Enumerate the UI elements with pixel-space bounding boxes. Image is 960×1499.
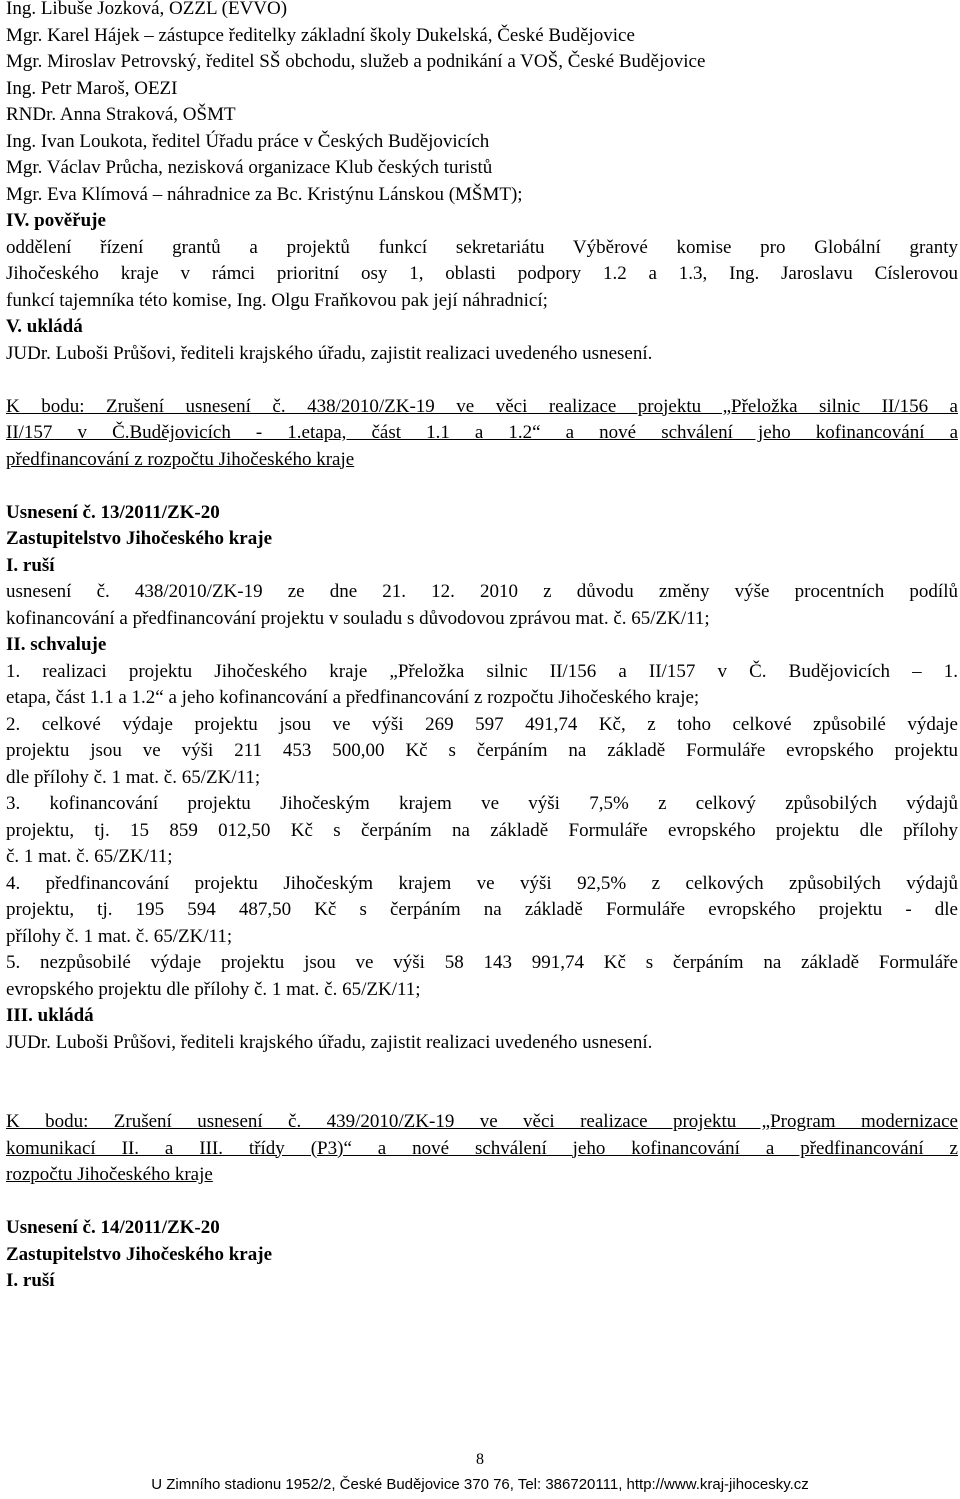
paragraph-line: č. 1 mat. č. 65/ZK/11; xyxy=(6,846,173,867)
paragraph-line: dle přílohy č. 1 mat. č. 65/ZK/11; xyxy=(6,766,261,788)
title-line: K bodu: Zrušení usnesení č. 439/2010/ZK-19 ve věci realizace projektu „Program modernizace xyxy=(6,1111,958,1132)
resolution-number: Usnesení č. 13/2011/ZK-20 xyxy=(6,501,220,523)
footer-address: U Zimního stadionu 1952/2, České Budějovice 370 76, Tel: 386720111, http://www.kraj-jihocesky.cz xyxy=(151,1476,809,1493)
council-name: Zastupitelstvo Jihočeského kraje xyxy=(6,1243,272,1265)
section-heading: I. ruší xyxy=(6,554,55,576)
paragraph-line: 3. kofinancování projektu Jihočeským krajem ve výši 7,5% z celkový způsobilých výdajů xyxy=(6,793,958,814)
paragraph-line: 1. realizaci projektu Jihočeského kraje „Přeložka silnic II/156 a II/157 v Č. Budějovicích – 1. xyxy=(6,660,958,682)
member-line: Mgr. Eva Klímová – náhradnice za Bc. Kristýnu Lánskou (MŠMT); xyxy=(6,183,523,205)
section-heading: II. schvaluje xyxy=(6,634,107,655)
title-line: předfinancování z rozpočtu Jihočeského kraje xyxy=(6,448,355,470)
section-heading: I. ruší xyxy=(6,1270,55,1291)
member-line: RNDr. Anna Straková, OŠMT xyxy=(6,104,236,125)
paragraph-line: JUDr. Luboši Průšovi, řediteli krajského úřadu, zajistit realizaci uvedeného usnesení. xyxy=(6,1031,653,1053)
paragraph-line: evropského projektu dle přílohy č. 1 mat. č. 65/ZK/11; xyxy=(6,978,421,1000)
member-line: Ing. Petr Maroš, OEZI xyxy=(6,77,178,99)
section-heading: IV. pověřuje xyxy=(6,210,106,231)
member-line: Mgr. Miroslav Petrovský, ředitel SŠ obchodu, služeb a podnikání a VOŠ, České Budějovice xyxy=(6,51,706,72)
paragraph-line: usnesení č. 438/2010/ZK-19 ze dne 21. 12. 2010 z důvodu změny výše procentních podílů xyxy=(6,581,958,602)
page-number: 8 xyxy=(476,1451,484,1468)
agenda-item-title xyxy=(6,394,958,474)
member-list xyxy=(6,0,958,208)
paragraph-line: oddělení řízení grantů a projektů funkcí sekretariátu Výběrové komise pro Globální granty xyxy=(6,236,958,258)
paragraph-line: JUDr. Luboši Průšovi, řediteli krajského úřadu, zajistit realizaci uvedeného usnesení. xyxy=(6,342,653,364)
paragraph-line: funkcí tajemníka této komise, Ing. Olgu Fraňkovou pak její náhradnicí; xyxy=(6,289,548,311)
agenda-item-title xyxy=(6,1109,958,1189)
resolution-number: Usnesení č. 14/2011/ZK-20 xyxy=(6,1217,220,1238)
paragraph-line: 2. celkové výdaje projektu jsou ve výši 269 597 491,74 Kč, z toho celkové způsobilé výdaje xyxy=(6,713,958,735)
section-heading: V. ukládá xyxy=(6,316,83,337)
paragraph-line: přílohy č. 1 mat. č. 65/ZK/11; xyxy=(6,925,233,947)
paragraph-line: etapa, část 1.1 a 1.2“ a jeho kofinancování a předfinancování z rozpočtu Jihočeského kraje; xyxy=(6,687,700,708)
member-line: Ing. Ivan Loukota, ředitel Úřadu práce v Českých Budějovicích xyxy=(6,130,490,152)
section-heading: III. ukládá xyxy=(6,1005,94,1026)
paragraph-line: 4. předfinancování projektu Jihočeským krajem ve výši 92,5% z celkových způsobilých výdajů xyxy=(6,872,958,894)
paragraph-line: Jihočeského kraje v rámci prioritní osy 1, oblasti podpory 1.2 a 1.3, Ing. Jaroslavu Císlerovou xyxy=(6,263,958,284)
title-line: rozpočtu Jihočeského kraje xyxy=(6,1164,213,1185)
paragraph-line: projektu, tj. 195 594 487,50 Kč s čerpáním na základě Formuláře evropského projektu - dle xyxy=(6,899,958,920)
member-line: Ing. Libuše Jozková, OZZL (EVVO) xyxy=(6,0,288,19)
title-line: K bodu: Zrušení usnesení č. 438/2010/ZK-19 ve věci realizace projektu „Přeložka silnic II/156 a xyxy=(6,395,958,417)
title-line: komunikací II. a III. třídy (P3)“ a nové schválení jeho kofinancování a předfinancování z xyxy=(6,1137,958,1159)
document-page xyxy=(6,0,958,1295)
paragraph-line: kofinancování a předfinancování projektu v souladu s důvodovou zprávou mat. č. 65/ZK/11; xyxy=(6,607,710,629)
member-line: Mgr. Václav Průcha, nezisková organizace Klub českých turistů xyxy=(6,157,493,178)
title-line: II/157 v Č.Budějovicích - 1.etapa, část 1.1 a 1.2“ a nové schválení jeho kofinancování a xyxy=(6,422,958,443)
paragraph-line: projektu jsou ve výši 211 453 500,00 Kč s čerpáním na základě Formuláře evropského projektu xyxy=(6,740,958,761)
council-name: Zastupitelstvo Jihočeského kraje xyxy=(6,528,272,549)
member-line: Mgr. Karel Hájek – zástupce ředitelky základní školy Dukelská, České Budějovice xyxy=(6,24,635,46)
paragraph-line: projektu, tj. 15 859 012,50 Kč s čerpáním na základě Formuláře evropského projektu dle přílohy xyxy=(6,819,958,841)
paragraph-line: 5. nezpůsobilé výdaje projektu jsou ve výši 58 143 991,74 Kč s čerpáním na základě Formuláře xyxy=(6,952,958,973)
